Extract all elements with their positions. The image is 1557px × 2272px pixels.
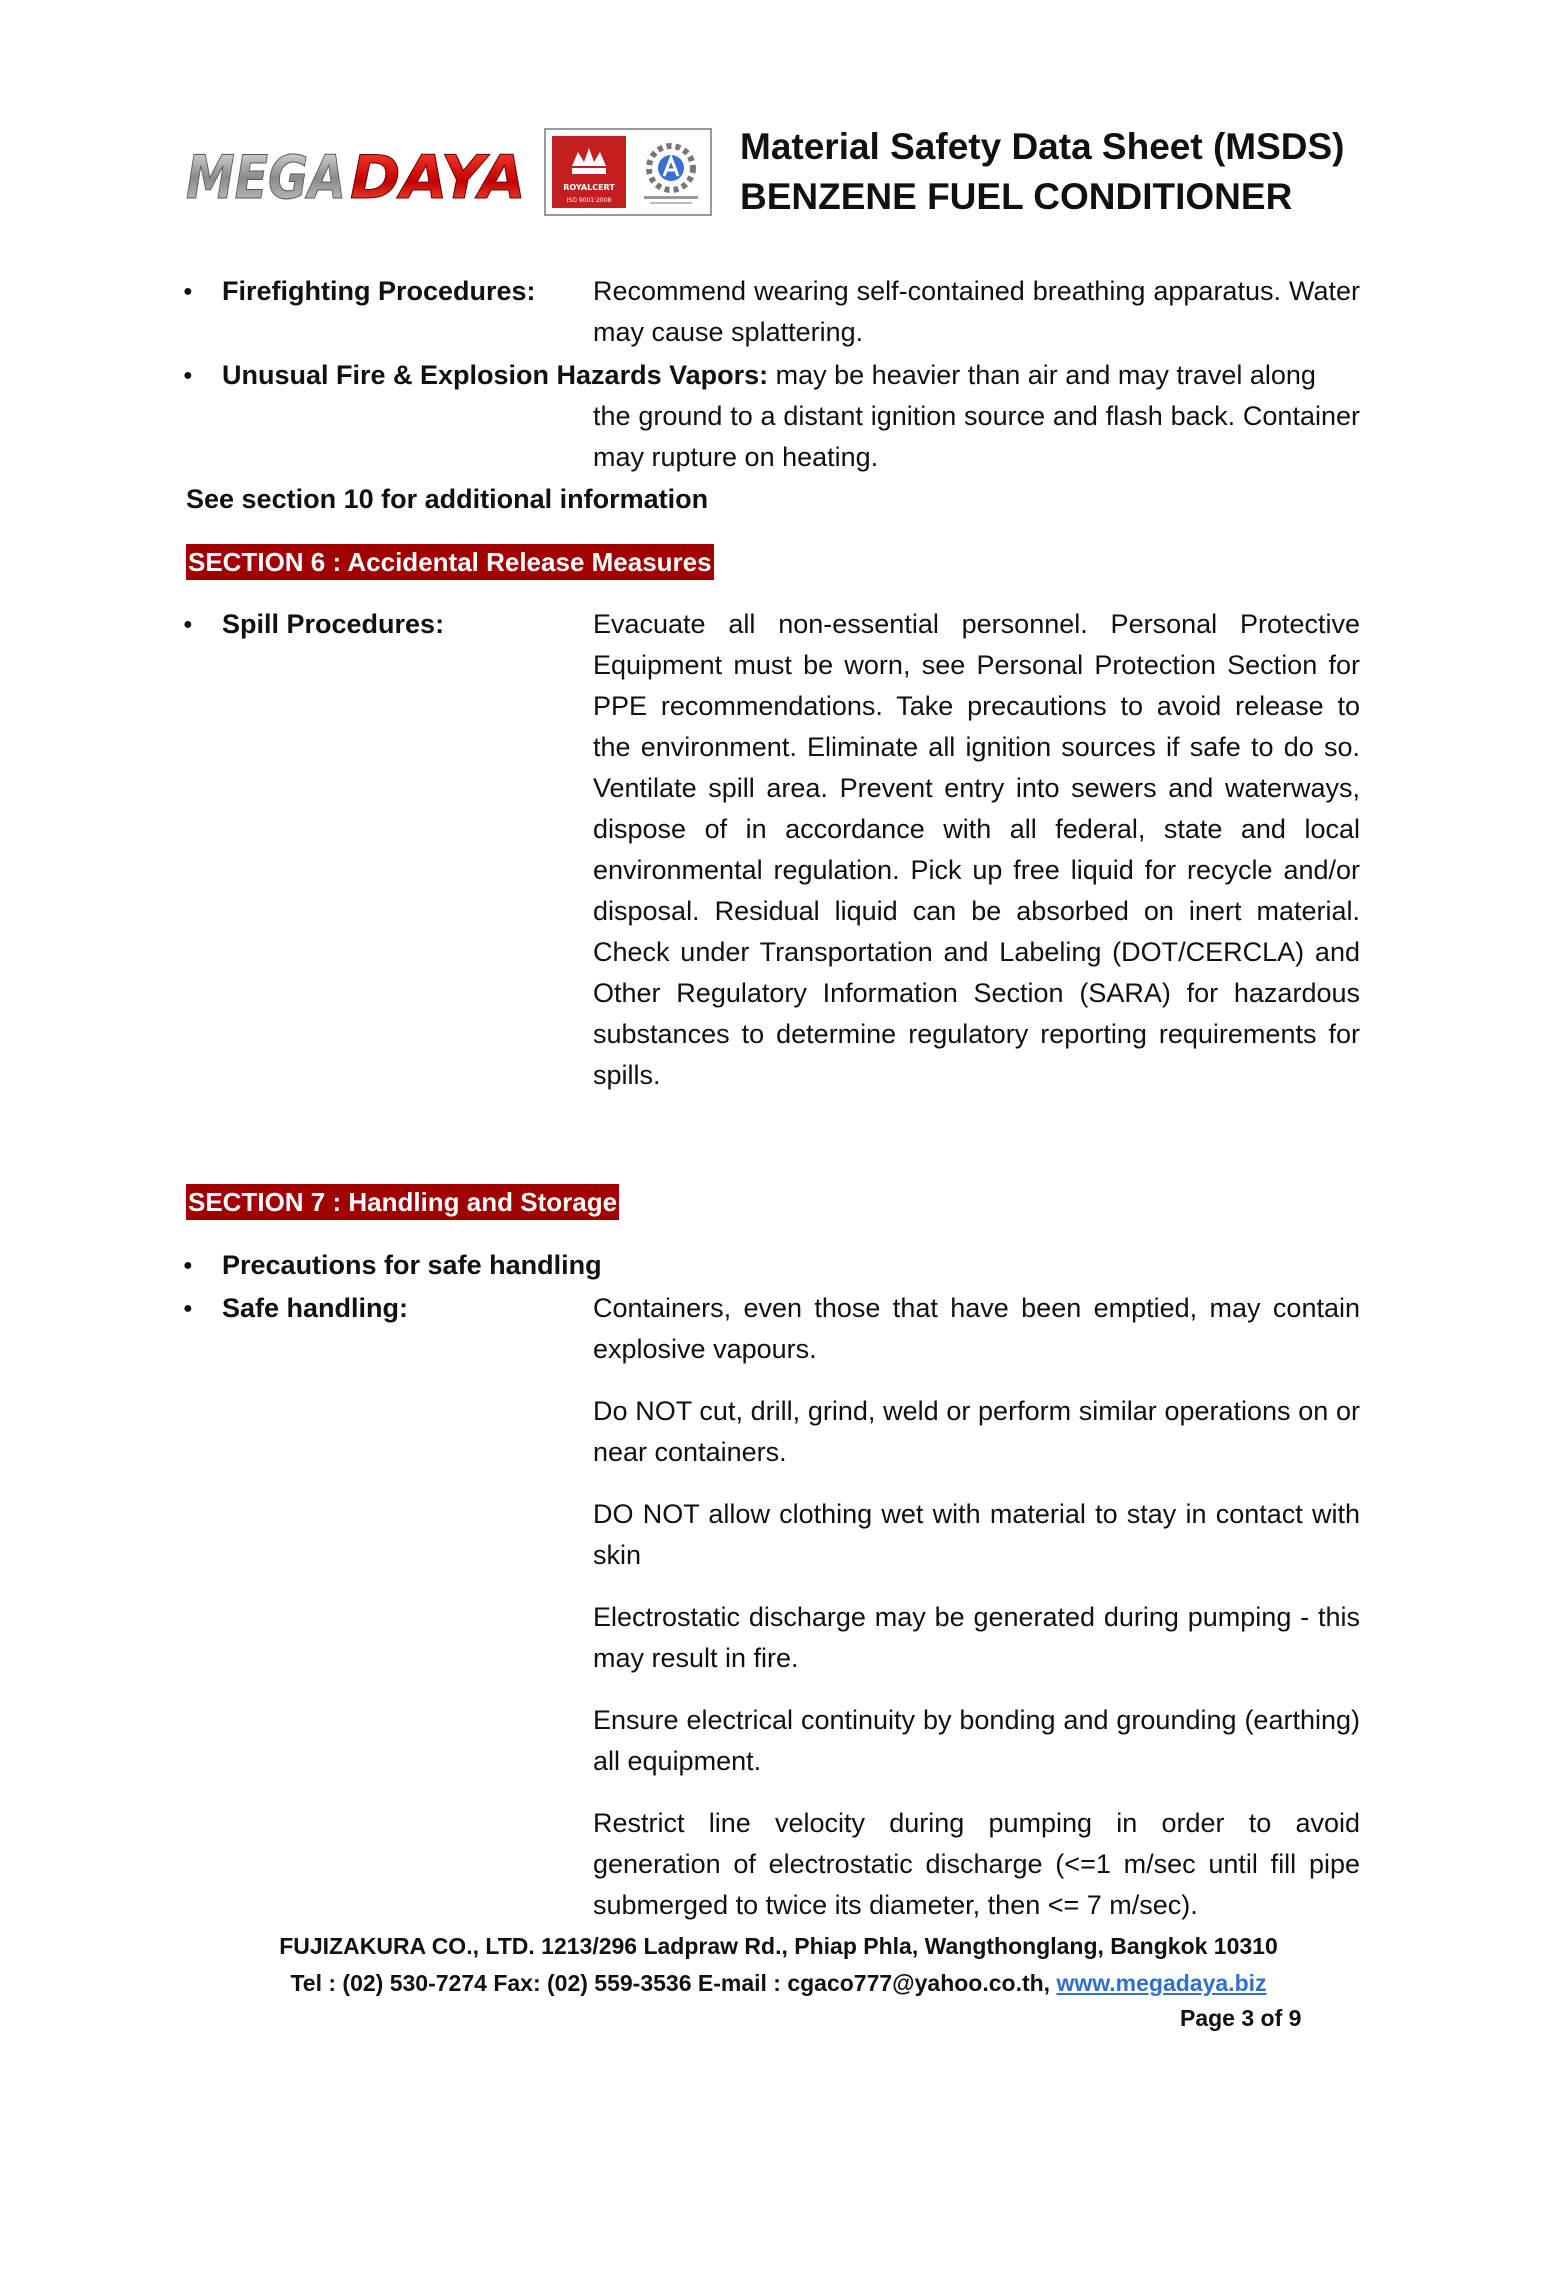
label-firefighting-procedures: Firefighting Procedures: <box>222 276 536 306</box>
unusual-fire-hazards-inline-value: may be heavier than air and may travel along <box>768 360 1316 390</box>
safe-handling-paragraph: Electrostatic discharge may be generated during pumping - this may result in fire. <box>593 1602 1360 1673</box>
footer-contact-text: Tel : (02) 530-7274 Fax: (02) 559-3536 E-mail : cgaco777@yahoo.co.th, <box>290 1970 1057 1996</box>
bullet-icon: ● <box>183 1257 193 1274</box>
product-name: BENZENE FUEL CONDITIONER <box>740 176 1293 217</box>
section-10-note: See section 10 for additional information <box>186 484 709 514</box>
value-unusual-fire-hazards: the ground to a distant ignition source and flash back. Container may rupture on heating. <box>593 401 1360 472</box>
footer-address: FUJIZAKURA CO., LTD. 1213/296 Ladpraw Rd., Phiap Phla, Wangthonglang, Bangkok 10310 <box>279 1933 1278 1959</box>
website-link[interactable]: www.megadaya.biz <box>1056 1970 1267 1996</box>
bullet-icon: ● <box>183 1300 193 1317</box>
accreditation-icon <box>634 136 708 208</box>
safe-handling-paragraph: Do NOT cut, drill, grind, weld or perform similar operations on or near containers. <box>593 1396 1360 1467</box>
section-6-heading: SECTION 6 : Accidental Release Measures <box>186 544 714 580</box>
bullet-icon: ● <box>183 367 193 384</box>
label-precautions-safe-handling: Precautions for safe handling <box>222 1250 602 1280</box>
svg-text:ISO 9001:2008: ISO 9001:2008 <box>566 197 612 204</box>
page-number: Page 3 of 9 <box>1180 2005 1302 2031</box>
safe-handling-paragraph: Containers, even those that have been emptied, may contain explosive vapours. <box>593 1293 1360 1364</box>
bullet-icon: ● <box>183 283 193 300</box>
label-safe-handling: Safe handling: <box>222 1293 409 1323</box>
document-title: Material Safety Data Sheet (MSDS) <box>740 126 1345 167</box>
value-spill-procedures: Evacuate all non-essential personnel. Personal Protective Equipment must be worn, see Personal Protection Section for PPE recommendations. Take precautions to avoid release to the environment. Eliminate all ignition sources if safe to do so. Ventilate spill area. Prevent entry into sewers and waterways, dispose of in accordance with all federal, state and local environmental regulation. Pick up free liquid for recycle and/or disposal. Residual liquid can be absorbed on inert material. Check under Transportation and Labeling (DOT/CERCLA) and Other Regulatory Information Section (SARA) for hazardous substances to determine regulatory reporting requirements for spills. <box>593 609 1360 1090</box>
unusual-fire-hazards-label-text: Unusual Fire & Explosion Hazards Vapors: <box>222 360 769 390</box>
royalcert-logo <box>552 136 626 208</box>
svg-text:MEGA: MEGA <box>186 143 346 212</box>
value-firefighting-procedures: Recommend wearing self-contained breathing apparatus. Water may cause splattering. <box>593 276 1360 347</box>
label-spill-procedures: Spill Procedures: <box>222 609 445 639</box>
safe-handling-paragraph: DO NOT allow clothing wet with material to stay in contact with skin <box>593 1499 1360 1570</box>
svg-text:ROYALCERT: ROYALCERT <box>563 183 615 192</box>
section-7-heading: SECTION 7 : Handling and Storage <box>186 1184 619 1220</box>
safe-handling-paragraph: Restrict line velocity during pumping in order to avoid generation of electrostatic discharge (<=1 m/sec until fill pipe submerged to twice its diameter, then <= 7 m/sec). <box>593 1808 1360 1920</box>
safe-handling-paragraph: Ensure electrical continuity by bonding and grounding (earthing) all equipment. <box>593 1705 1360 1776</box>
certification-badge <box>544 128 712 216</box>
label-unusual-fire-hazards <box>222 355 1316 396</box>
footer-contact <box>0 1965 1557 2001</box>
svg-text:DAYA: DAYA <box>350 143 526 212</box>
bullet-icon: ● <box>183 616 193 633</box>
megadaya-logo <box>186 142 530 212</box>
